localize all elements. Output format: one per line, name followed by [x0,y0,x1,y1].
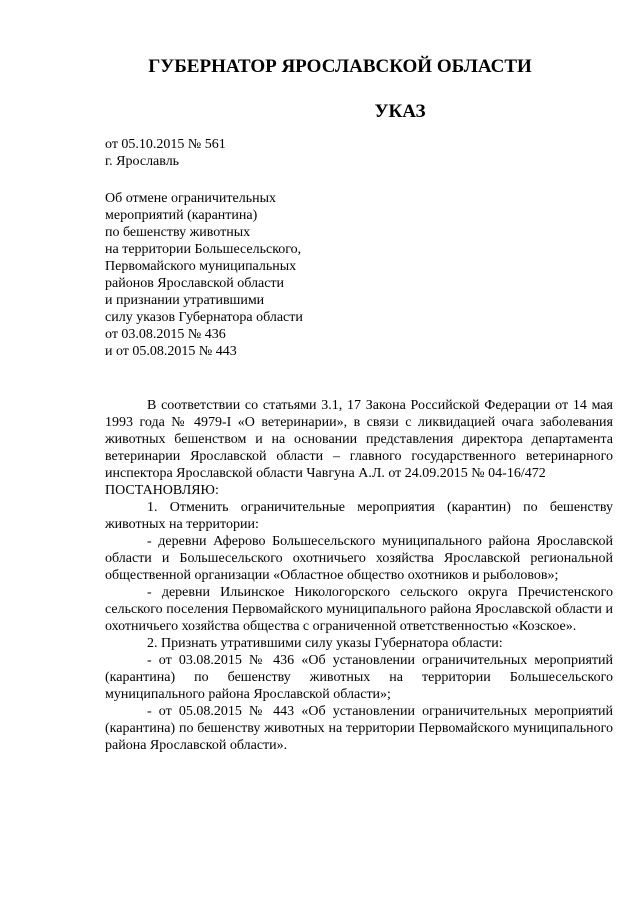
subject-line: Первомайского муниципальных [105,259,297,274]
subject-line: на территории Большесельского, [105,242,302,257]
subject-line: силу указов Губернатора области [105,310,303,325]
city: г. Ярославль [105,154,180,169]
document-title: ГУБЕРНАТОР ЯРОСЛАВСКОЙ ОБЛАСТИ [148,56,532,77]
document-subject [105,190,303,360]
document-body [105,397,613,754]
item-1-b: - деревни Ильинское Никологорского сельского округа Пречистенского сельского поселения Первомайского муниципального района Ярославской области и охотничьего хозяйства общества с ограниченной ответственностью «Козское». [105,585,613,634]
subject-line: по бешенству животных [105,225,251,240]
item-2: 2. Признать утратившими силу указы Губернатора области: [147,636,503,651]
document-meta [105,136,226,170]
subject-line: районов Ярославской области [105,276,285,291]
subject-line: мероприятий (карантина) [105,208,258,223]
preamble-paragraph: В соответствии со статьями 3.1, 17 Закона Российской Федерации от 14 мая 1993 года № 4979-I «О ветеринарии», в связи с ликвидацией очага заболевания животных бешенством и на основании представления директора департамента ветеринарии Ярославской области – главного государственного ветеринарного инспектора Ярославской области Чавгуна А.Л. от 24.09.2015 № 04-16/472 [105,398,613,481]
item-1-a: - деревни Аферово Большесельского муниципального района Ярославской области и Большесельского охотничьего хозяйства Ярославской региональной общественной организации «Областное общество охотников и рыболовов»; [105,534,613,583]
item-2-a: - от 03.08.2015 № 436 «Об установлении ограничительных мероприятий (карантина) по бешенству животных на территории Большесельского муниципального района Ярославской области»; [105,653,613,702]
decree-word: ПОСТАНОВЛЯЮ: [105,483,219,498]
date-number: от 05.10.2015 № 561 [105,137,226,152]
document-type: УКАЗ [374,101,426,122]
item-2-b: - от 05.08.2015 № 443 «Об установлении ограничительных мероприятий (карантина) по бешенству животных на территории Первомайского муниципального района Ярославской области». [105,704,613,753]
subject-line: и от 05.08.2015 № 443 [105,344,237,359]
subject-line: и признании утратившими [105,293,265,308]
subject-line: от 03.08.2015 № 436 [105,327,226,342]
subject-line: Об отмене ограничительных [105,191,277,206]
item-1: 1. Отменить ограничительные мероприятия (карантин) по бешенству животных на территории: [105,500,613,532]
